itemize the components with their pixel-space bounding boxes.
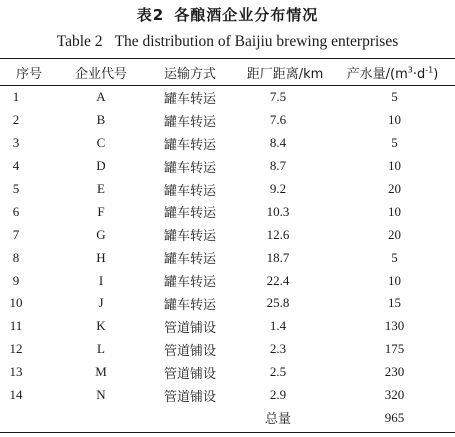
cell-seq: 4 — [12, 158, 20, 174]
cell-transport: 管道铺设 — [163, 389, 216, 405]
cell-output: 20 — [388, 181, 401, 196]
header-output-sup2: -1 — [425, 65, 434, 75]
total-row — [0, 406, 455, 429]
cell-seq: 7 — [12, 226, 20, 242]
cell-distance: 1.4 — [269, 318, 287, 334]
cell-output: 15 — [388, 295, 401, 311]
cell-distance: 2.9 — [269, 387, 287, 403]
cell-code: J — [98, 295, 104, 311]
header-row — [0, 59, 455, 85]
table-row — [0, 292, 455, 315]
cell-seq: 1 — [12, 89, 20, 105]
table-number-cn: 表2 — [136, 6, 165, 24]
cell-transport: 罐车转运 — [163, 275, 216, 291]
cell-output: 10 — [388, 112, 401, 128]
header-output — [334, 59, 455, 85]
cell-distance: 18.7 — [266, 249, 290, 265]
enterprise-table — [0, 59, 455, 429]
cell-distance: 25.8 — [266, 295, 290, 311]
cell-code: N — [96, 387, 106, 403]
cell-transport: 罐车转运 — [163, 252, 216, 268]
table-row — [0, 223, 455, 246]
table-caption-en — [0, 33, 455, 51]
cell-code: M — [95, 364, 107, 380]
cell-output: 130 — [384, 318, 405, 334]
cell-output: 230 — [384, 364, 405, 380]
table-row — [0, 178, 455, 201]
cell-distance: 8.7 — [269, 158, 287, 174]
cell-distance: 2.5 — [269, 364, 287, 380]
cell-distance: 2.3 — [269, 341, 287, 357]
header-output-sup1: 3 — [407, 65, 413, 75]
cell-output: 175 — [384, 341, 405, 357]
cell-distance: 9.2 — [269, 181, 287, 196]
cell-seq: 12 — [9, 341, 23, 357]
cell-transport: 管道铺设 — [163, 366, 216, 382]
cell-distance: 8.4 — [269, 135, 287, 151]
cell-seq: 5 — [12, 181, 20, 196]
cell-seq: 6 — [12, 203, 20, 219]
cell-seq: 11 — [9, 318, 23, 334]
cell-transport: 罐车转运 — [163, 91, 216, 107]
cell-distance: 7.5 — [269, 89, 287, 105]
total-label: 总量 — [264, 412, 291, 428]
cell-code: L — [97, 341, 105, 357]
cell-empty — [58, 406, 144, 429]
header-distance: 距厂距离/km — [246, 66, 324, 82]
table-row — [0, 132, 455, 155]
cell-transport: 罐车转运 — [163, 297, 216, 313]
cell-transport: 管道铺设 — [163, 320, 216, 336]
table-row — [0, 338, 455, 361]
cell-output: 5 — [391, 89, 398, 105]
header-seq: 序号 — [15, 66, 42, 82]
cell-output: 320 — [384, 387, 405, 403]
table-row — [0, 361, 455, 384]
table-number-en: Table 2 — [56, 33, 103, 50]
table-title-en: The distribution of Baijiu brewing enterprises — [114, 33, 399, 50]
cell-transport: 罐车转运 — [163, 206, 216, 222]
cell-code: A — [96, 89, 106, 105]
cell-code: K — [96, 318, 106, 334]
cell-code: E — [97, 181, 105, 196]
cell-transport: 罐车转运 — [163, 229, 216, 245]
cell-empty — [144, 406, 236, 429]
cell-distance: 7.6 — [269, 112, 287, 128]
cell-output: 10 — [388, 203, 401, 219]
cell-output: 10 — [388, 158, 401, 174]
header-transport: 运输方式 — [163, 66, 216, 82]
cell-transport: 罐车转运 — [163, 114, 216, 130]
cell-seq: 8 — [12, 249, 20, 265]
header-output-suffix: ) — [433, 66, 439, 82]
cell-empty — [0, 406, 58, 429]
cell-seq: 14 — [9, 387, 23, 403]
cell-output: 10 — [388, 272, 401, 288]
cell-code: F — [97, 203, 105, 219]
table-row — [0, 155, 455, 178]
cell-output: 5 — [391, 135, 398, 151]
cell-seq: 10 — [9, 295, 23, 311]
bottom-rule — [0, 432, 455, 433]
header-code: 企业代号 — [74, 66, 127, 82]
table-row — [0, 246, 455, 269]
cell-transport: 管道铺设 — [163, 343, 216, 359]
total-value: 965 — [384, 409, 405, 425]
cell-distance: 10.3 — [266, 203, 290, 219]
cell-code: I — [98, 272, 104, 288]
table-row — [0, 109, 455, 132]
cell-transport: 罐车转运 — [163, 183, 216, 199]
cell-seq: 9 — [12, 272, 20, 288]
cell-code: B — [96, 112, 106, 128]
table-row — [0, 85, 455, 109]
table-row — [0, 315, 455, 338]
cell-transport: 罐车转运 — [163, 137, 216, 153]
table-body — [0, 85, 455, 429]
table-caption-cn — [0, 4, 455, 25]
cell-output: 20 — [388, 226, 401, 242]
cell-distance: 12.6 — [266, 226, 290, 242]
cell-code: D — [96, 158, 106, 174]
header-output-mid: ·d — [412, 66, 426, 82]
header-output-prefix: 产水量/(m — [346, 66, 408, 82]
table-title-cn: 各酿酒企业分布情况 — [174, 6, 319, 24]
cell-output: 5 — [391, 249, 398, 265]
cell-seq: 2 — [12, 112, 20, 128]
cell-code: G — [96, 226, 106, 242]
cell-code: H — [96, 249, 106, 265]
cell-distance: 22.4 — [266, 272, 290, 288]
cell-transport: 罐车转运 — [163, 160, 216, 176]
cell-code: C — [96, 135, 106, 151]
cell-seq: 13 — [9, 364, 23, 380]
table-row — [0, 200, 455, 223]
table-row — [0, 384, 455, 407]
table-row — [0, 269, 455, 292]
cell-seq: 3 — [12, 135, 20, 151]
